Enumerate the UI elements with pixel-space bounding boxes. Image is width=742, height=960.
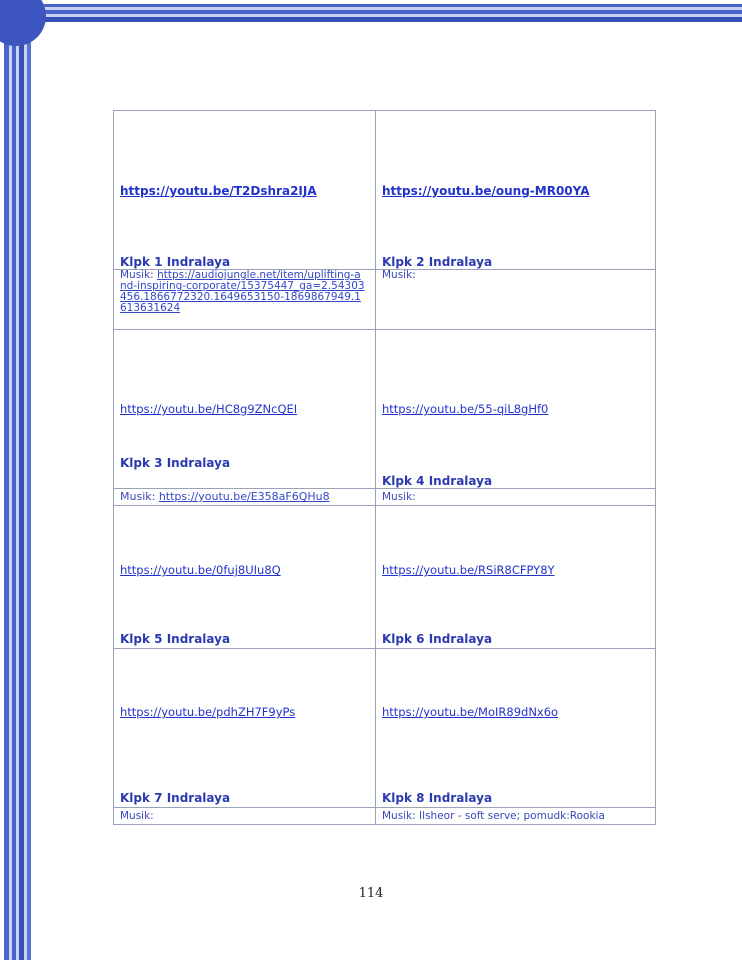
frame-left-bar-3 [19, 20, 24, 960]
video-link[interactable]: https://youtu.be/RSiR8CFPY8Y [382, 563, 555, 577]
group-label: Klpk 4 Indralaya [382, 474, 493, 488]
table-cell [376, 270, 656, 330]
table-row [114, 649, 656, 808]
frame-left-bar-4 [27, 20, 31, 960]
table-cell [376, 506, 656, 649]
music-link[interactable]: https://youtu.be/E358aF6QHu8 [158, 490, 330, 503]
table-cell [114, 330, 376, 489]
table-cell [114, 489, 376, 506]
frame-top-bar-1 [20, 4, 742, 7]
frame-left-bar-1 [4, 20, 9, 960]
table-cell [376, 489, 656, 506]
table-cell [376, 111, 656, 270]
table-cell [114, 506, 376, 649]
music-link[interactable]: https://audiojungle.net/item/uplifting-and-inspiring-corporate/15375447_ga=2.54303456.1866772320.1649653150-1869867949.1613631624 [120, 269, 365, 314]
frame-top-bar-2 [20, 10, 742, 14]
table-cell [376, 330, 656, 489]
table-row [114, 808, 656, 825]
table-row [114, 489, 656, 506]
music-prefix: Musik: [120, 269, 158, 281]
table-row [114, 330, 656, 489]
video-link[interactable]: https://youtu.be/pdhZH7F9yPs [120, 705, 296, 719]
table-cell [114, 270, 376, 330]
video-link[interactable]: https://youtu.be/HC8g9ZNcQEI [120, 402, 298, 416]
table-row [114, 506, 656, 649]
table-cell [114, 649, 376, 808]
music-prefix: Musik: [382, 491, 416, 503]
video-links-table [113, 110, 656, 825]
video-link[interactable]: https://youtu.be/55-qiL8gHf0 [382, 402, 549, 416]
video-link[interactable]: https://youtu.be/oung-MR00YA [382, 184, 590, 198]
group-label: Klpk 8 Indralaya [382, 791, 493, 805]
table-cell [114, 111, 376, 270]
table-row [114, 111, 656, 270]
music-prefix: Musik: [382, 269, 416, 281]
group-label: Klpk 5 Indralaya [120, 632, 231, 646]
music-prefix: Musik: [120, 490, 159, 503]
table-cell [114, 808, 376, 825]
music-prefix: Musik: [120, 810, 154, 822]
table-cell [376, 649, 656, 808]
group-label: Klpk 1 Indralaya [120, 255, 231, 269]
video-link[interactable]: https://youtu.be/MoIR89dNx6o [382, 705, 559, 719]
frame-top-bar-3 [20, 17, 742, 22]
music-prefix: Musik: Ilsheor - soft serve; pomudk:Rookia [382, 810, 605, 822]
frame-corner-circle [0, 0, 46, 46]
video-link[interactable]: https://youtu.be/0fuj8UIu8Q [120, 563, 281, 577]
page-number: 114 [358, 886, 384, 901]
group-label: Klpk 7 Indralaya [120, 791, 231, 805]
group-label: Klpk 2 Indralaya [382, 255, 493, 269]
table-cell [376, 808, 656, 825]
group-label: Klpk 6 Indralaya [382, 632, 493, 646]
group-label: Klpk 3 Indralaya [120, 456, 231, 470]
video-link[interactable]: https://youtu.be/T2Dshra2IJA [120, 184, 317, 198]
frame-left-bar-2 [12, 20, 16, 960]
table-row [114, 270, 656, 330]
